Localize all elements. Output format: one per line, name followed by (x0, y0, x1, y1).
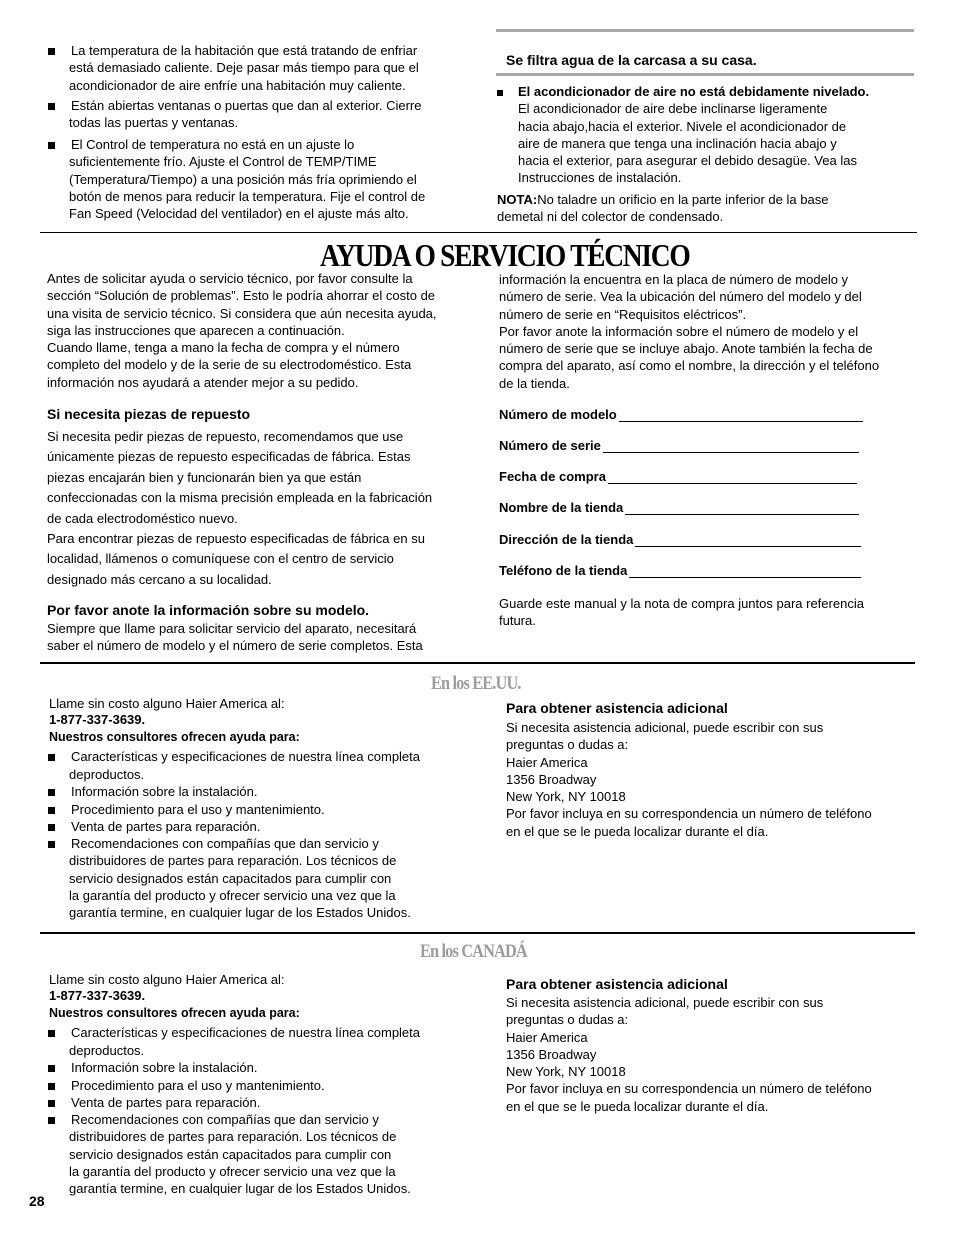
bullet-icon (48, 1083, 55, 1090)
phone-number: 1-877-337-3639. (49, 988, 146, 1003)
bullet-icon (48, 103, 55, 110)
call-text: Llame sin costo alguno Haier America al: (49, 972, 285, 987)
model-heading: Por favor anote la información sobre su modelo. (47, 602, 370, 618)
bullet-icon (48, 754, 55, 761)
purchase-date-field[interactable]: Fecha de compra (499, 469, 857, 484)
list-item: Información sobre la instalación. (48, 1059, 257, 1076)
assist-heading: Para obtener asistencia adicional (506, 700, 728, 716)
store-phone-field[interactable]: Teléfono de la tienda (499, 563, 861, 578)
bullet-icon (48, 1117, 55, 1124)
list-item: Características y especificaciones de nuestra línea completa deproductos. (48, 1024, 478, 1060)
intro-paragraph: Antes de solicitar ayuda o servicio técnico, por favor consulte la sección “Solución de problemas”. Esto le podría ahorrar el costo de una visita de servicio técnico. Si considera que aún necesita ayuda, siga las instrucciones que aparecen a continuación. Cuando llame, tenga a mano la fecha de compra y el número completo del modelo y de la serie de su electrodoméstico. Esta información nos ayudará a atender mejor a su pedido. (47, 271, 437, 390)
call-text: Llame sin costo alguno Haier America al: (49, 696, 285, 711)
parts-paragraph: Si necesita pedir piezas de repuesto, recomendamos que use únicamente piezas de repuesto especificadas de fábrica. Estas piezas encajarán bien y funcionarán bien ya que están confeccionadas con la misma precisión empleada en la fabricación de cada electrodoméstico nuevo. Para encontrar piezas de repuesto especificadas de fábrica en su localidad, llámenos o comuníquese con el centro de servicio designado más cercano a su localidad. (47, 429, 433, 587)
list-item: La temperatura de la habitación que está tratando de enfriar está demasiado caliente. Deje pasar más tiempo para que el acondicionador de aire enfríe una habitación muy caliente. (48, 42, 478, 94)
bullet-icon (48, 1100, 55, 1107)
list-item: Venta de partes para reparación. (48, 1094, 260, 1111)
bullet-icon (497, 90, 503, 96)
list-item: Recomendaciones con compañías que dan servicio y distribuidores de partes para reparación. Los técnicos de servicio designados están capacitados para cumplir con la garantía del producto y ofrecer servicio una vez que la garantía termine, en cualquier lugar de los Estados Unidos. (48, 835, 478, 921)
model-number-field[interactable]: Número de modelo (499, 407, 863, 422)
bullet-icon (48, 807, 55, 814)
list-item: Características y especificaciones de nuestra línea completa deproductos. (48, 748, 478, 784)
list-item: Procedimiento para el uso y mantenimiento. (48, 1077, 325, 1094)
keep-manual-paragraph: Guarde este manual y la nota de compra juntos para referencia futura. (499, 596, 864, 629)
parts-heading: Si necesita piezas de repuesto (47, 406, 251, 422)
model-paragraph: Siempre que llame para solicitar servicio del aparato, necesitará saber el número de modelo y el número de serie completos. Esta (47, 621, 423, 654)
write-line[interactable] (625, 503, 859, 515)
list-item: Información sobre la instalación. (48, 783, 257, 800)
list-item: Venta de partes para reparación. (48, 818, 260, 835)
canada-section-title: En los CANADÁ (420, 941, 527, 962)
list-item: Están abiertas ventanas o puertas que dan al exterior. Cierre todas las puertas y ventanas. (48, 97, 478, 132)
model-info-paragraph: información la encuentra en la placa de número de modelo y número de serie. Vea la ubicación del número del modelo y del número de serie en “Requisitos eléctricos”. Por favor anote la información sobre el número de modelo y el número de serie que se incluye abajo. Anote también la fecha de compra del aparato, así como el nombre, la dirección y el teléfono de la tienda. (499, 272, 880, 391)
serial-number-field[interactable]: Número de serie (499, 438, 859, 453)
assist-paragraph: Si necesita asistencia adicional, puede escribir con sus preguntas o dudas a: Haier America 1356 Broadway New York, NY 10018 Por favor incluya en su correspondencia un número de teléfono en el que se le pueda localizar durante el día. (506, 720, 872, 839)
assist-heading: Para obtener asistencia adicional (506, 976, 728, 992)
section-heading: Se filtra agua de la carcasa a su casa. (506, 52, 757, 68)
note-paragraph: NOTA:No taladre un orificio en la parte inferior de la base demetal ni del colector de condensado. (497, 192, 829, 225)
write-line[interactable] (629, 566, 861, 578)
bullet-icon (48, 789, 55, 796)
assist-paragraph: Si necesita asistencia adicional, puede escribir con sus preguntas o dudas a: Haier America 1356 Broadway New York, NY 10018 Por favor incluya en su correspondencia un número de teléfono en el que se le pueda localizar durante el día. (506, 995, 872, 1114)
bullet-icon (48, 142, 55, 149)
advisors-heading: Nuestros consultores ofrecen ayuda para: (49, 1006, 300, 1020)
list-item: El acondicionador de aire no está debidamente nivelado. El acondicionador de aire debe inclinarse ligeramente hacia abajo,hacia el exterior. Nivele el acondicionador de aire de manera que tenga una inclinación hacia abajo y hacia el exterior, para asegurar el debido desagüe. Vea las Instrucciones de instalación. (497, 83, 917, 187)
write-line[interactable] (608, 472, 857, 484)
top-right-rule-2 (496, 73, 914, 76)
page-title: AYUDA O SERVICIO TÉCNICO (320, 237, 690, 273)
advisors-heading: Nuestros consultores ofrecen ayuda para: (49, 730, 300, 744)
usa-section-title: En los EE.UU. (431, 673, 521, 694)
write-line[interactable] (603, 441, 859, 453)
divider (40, 932, 915, 934)
page-number: 28 (29, 1193, 45, 1209)
bullet-icon (48, 1065, 55, 1072)
note-label: NOTA: (497, 192, 538, 207)
store-address-field[interactable]: Dirección de la tienda (499, 532, 861, 547)
divider (40, 662, 915, 664)
list-item: El Control de temperatura no está en un ajuste lo suficientemente frío. Ajuste el Control de TEMP/TIME (Temperatura/Tiempo) a una posición más fría oprimiendo el botón de menos para reducir la temperatura. Fije el control de Fan Speed (Velocidad del ventilador) en el ajuste más alto. (48, 136, 478, 222)
bullet-icon (48, 48, 55, 55)
bullet-icon (48, 1030, 55, 1037)
top-right-rule (496, 29, 914, 32)
bullet-icon (48, 824, 55, 831)
write-line[interactable] (619, 410, 863, 422)
store-name-field[interactable]: Nombre de la tienda (499, 500, 859, 515)
phone-number: 1-877-337-3639. (49, 712, 146, 727)
divider (40, 232, 917, 233)
write-line[interactable] (635, 535, 861, 547)
list-item: Recomendaciones con compañías que dan servicio y distribuidores de partes para reparación. Los técnicos de servicio designados están capacitados para cumplir con la garantía del producto y ofrecer servicio una vez que la garantía termine, en cualquier lugar de los Estados Unidos. (48, 1111, 478, 1197)
list-item: Procedimiento para el uso y mantenimiento. (48, 801, 325, 818)
bullet-icon (48, 841, 55, 848)
